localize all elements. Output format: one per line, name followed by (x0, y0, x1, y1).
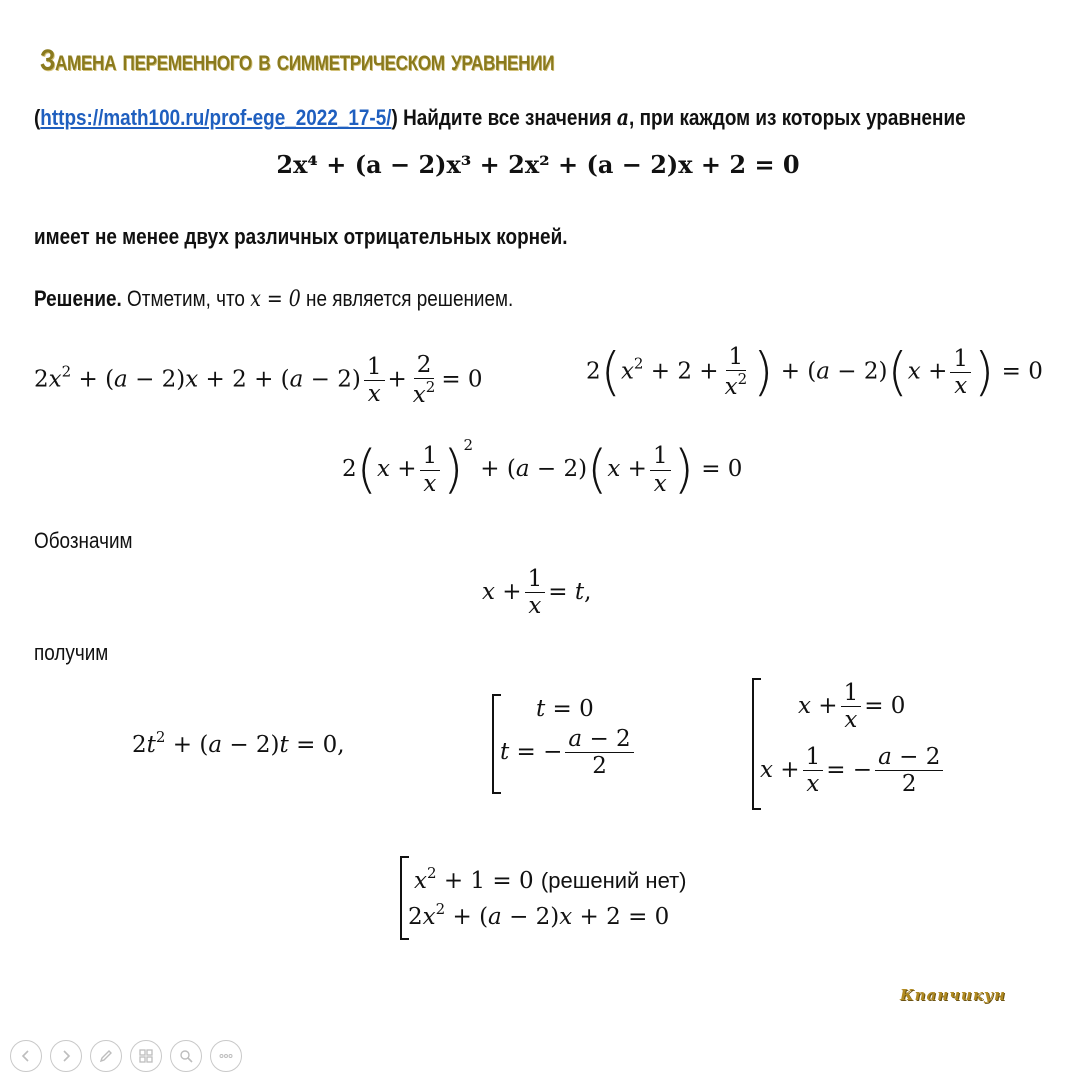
fraction: $\frac{1}{x}$ (803, 744, 824, 798)
more-button[interactable] (210, 1040, 242, 1072)
fraction: $\frac{2}{x^2}$ (412, 352, 436, 409)
fraction: $\frac{1}{x}$ (650, 443, 671, 497)
paren-open: ( (34, 105, 41, 130)
quadratic-t: $2t^2 + (a - 2)t = 0$, (132, 728, 345, 758)
prev-slide-button[interactable] (10, 1040, 42, 1072)
slides-button[interactable] (130, 1040, 162, 1072)
paren-close: ) (391, 105, 398, 130)
fraction: $\frac{a - 2}{2}$ (565, 726, 633, 780)
solution-text-1: Отметим, что (121, 286, 251, 311)
solution-text-2: не является решением. (300, 286, 514, 311)
set-t-line1: t = 0 (536, 696, 594, 722)
slides-grid-icon (138, 1048, 154, 1064)
arrow-left-icon (18, 1048, 34, 1064)
final-set-line1: $x^2 + 1 = 0$ (решений нет) (414, 864, 687, 894)
condition-text-2: , при каждом из которых уравнение (629, 105, 966, 130)
problem-condition (34, 105, 966, 131)
slideshow-toolbar (10, 1040, 242, 1072)
condition-text-1: Найдите все значения (397, 105, 617, 130)
obtain-label: получим (34, 640, 109, 665)
condition-variable: a (616, 105, 630, 131)
page-title: Замена переменного в симметрическом уравнении (40, 44, 555, 77)
pen-icon (98, 1048, 114, 1064)
zoom-button[interactable] (170, 1040, 202, 1072)
main-equation: 2x⁴ + (a − 2)x³ + 2x² + (a − 2)x + 2 = 0 (276, 150, 800, 179)
solution-intro (34, 286, 513, 312)
next-slide-button[interactable] (50, 1040, 82, 1072)
source-link[interactable]: https://math100.ru/prof-ege_2022_17-5/ (40, 105, 392, 130)
equation-grouped: $2(x^2 + 2$ + $\frac{1}{x^2}$ ) + (a − 2)(x + $\frac{1}{x}$ ) = 0 (586, 342, 1043, 403)
set-t-line2: t = − $\frac{a - 2}{2}$ (500, 726, 637, 780)
solution-label: Решение. (34, 286, 122, 311)
arrow-right-icon (58, 1048, 74, 1064)
equation-squared: 2(x + $\frac{1}{x}$ )$^2$ + (a − 2)(x + $\frac{1}{x}$ ) = 0 (342, 436, 743, 500)
denote-label: Обозначим (34, 528, 133, 553)
author-signature: Кпанчикун (900, 986, 1006, 1004)
substitution-equation: x + $\frac{1}{x}$ = t, (482, 566, 592, 620)
set-x-line1: x + $\frac{1}{x}$ = 0 (798, 680, 906, 734)
set-x-line2: x + $\frac{1}{x}$ = − $\frac{a - 2}{2}$ (760, 744, 946, 798)
fraction: $\frac{1}{x}$ (841, 680, 862, 734)
magnifier-icon (178, 1048, 194, 1064)
no-solutions-note: (решений нет) (540, 868, 687, 893)
final-set-line2: $2x^2 + (a - 2)x + 2 = 0$ (408, 900, 670, 930)
fraction: $\frac{1}{x}$ (525, 566, 546, 620)
fraction: $\frac{a - 2}{2}$ (875, 744, 943, 798)
condition-end: имеет не менее двух различных отрицательных корней. (34, 224, 568, 249)
fraction: $\frac{1}{x}$ (420, 443, 441, 497)
solution-math: x = 0 (250, 287, 301, 312)
fraction: $\frac{1}{x}$ (364, 354, 385, 408)
more-dots-icon (218, 1048, 234, 1064)
equation-divided: $2x^2 + (a - 2)x + 2 + (a - 2)$ $\frac{1}{x}$ + $\frac{2}{x^2}$ = 0 (34, 352, 483, 409)
fraction: $\frac{1}{x^2}$ (724, 344, 748, 401)
pen-button[interactable] (90, 1040, 122, 1072)
fraction: $\frac{1}{x}$ (950, 346, 971, 400)
